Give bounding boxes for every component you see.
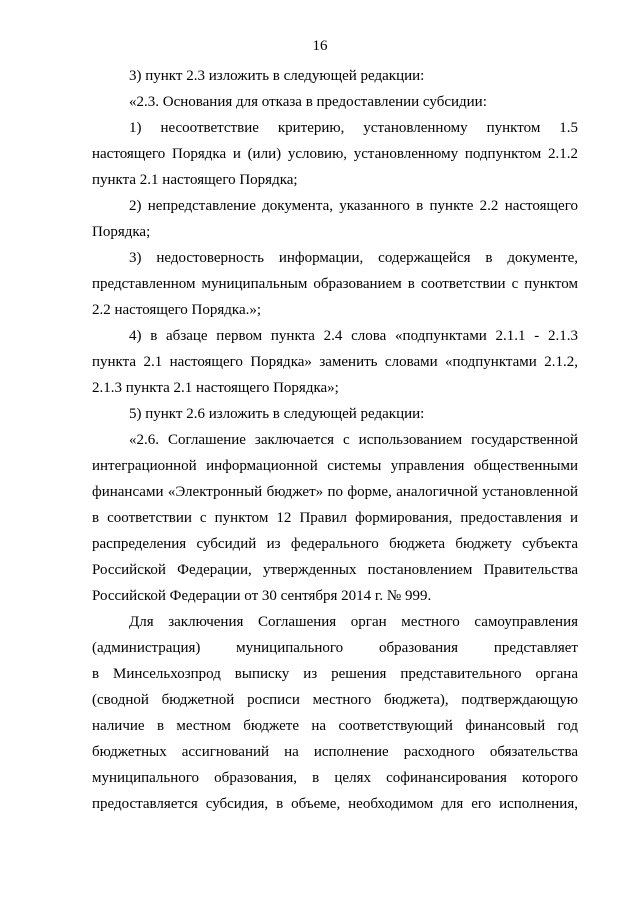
text-line: настоящего Порядка и (или) условию, установленному подпунктом 2.1.2: [92, 146, 578, 162]
text-line: Для заключения Соглашения орган местного самоуправления: [129, 614, 578, 630]
text-line: бюджетных ассигнований на исполнение расходного обязательства: [92, 744, 578, 760]
text-line: 1) несоответствие критерию, установленному пунктом 1.5: [129, 120, 578, 136]
text-line: пункта 2.1 настоящего Порядка;: [92, 172, 298, 188]
text-line: 3) недостоверность информации, содержащейся в документе,: [129, 250, 578, 266]
text-line: муниципального образования, в целях софинансирования которого: [92, 770, 578, 786]
text-line: наличие в местном бюджете на соответствующий финансовый год: [92, 718, 578, 734]
text-line: Российской Федерации от 30 сентября 2014 г. № 999.: [92, 588, 432, 604]
text-line: в Минсельхозпрод выписку из решения представительного органа: [92, 666, 578, 682]
text-line: «2.3. Основания для отказа в предоставлении субсидии:: [129, 94, 487, 110]
text-line: 5) пункт 2.6 изложить в следующей редакции:: [129, 406, 425, 422]
text-line: (сводной бюджетной росписи местного бюджета), подтверждающую: [92, 692, 578, 708]
page-number: 16: [312, 38, 328, 54]
text-line: 2) непредставление документа, указанного в пункте 2.2 настоящего: [129, 198, 578, 214]
text-line: распределения субсидий из федерального бюджета бюджету субъекта: [92, 536, 578, 552]
text-line: пункта 2.1 настоящего Порядка» заменить словами «подпунктами 2.1.2,: [92, 354, 578, 370]
text-line: 4) в абзаце первом пункта 2.4 слова «подпунктами 2.1.1 - 2.1.3: [129, 328, 578, 344]
document-body: [92, 68, 578, 822]
text-line: 3) пункт 2.3 изложить в следующей редакции:: [129, 68, 425, 84]
text-line: интеграционной информационной системы управления общественными: [92, 458, 578, 474]
text-line: финансами «Электронный бюджет» по форме, аналогичной установленной: [92, 484, 578, 500]
text-line: в соответствии с пунктом 12 Правил формирования, предоставления и: [92, 510, 578, 526]
text-line: предоставляется субсидия, в объеме, необходимом для его исполнения,: [92, 796, 578, 812]
text-line: «2.6. Соглашение заключается с использованием государственной: [129, 432, 578, 448]
text-line: Порядка;: [92, 224, 151, 240]
text-line: 2.2 настоящего Порядка.»;: [92, 302, 262, 318]
text-line: (администрация) муниципального образования представляет: [92, 640, 578, 656]
text-line: 2.1.3 пункта 2.1 настоящего Порядка»;: [92, 380, 339, 396]
text-line: представленном муниципальным образованием в соответствии с пунктом: [92, 276, 578, 292]
text-line: Российской Федерации, утвержденных постановлением Правительства: [92, 562, 578, 578]
